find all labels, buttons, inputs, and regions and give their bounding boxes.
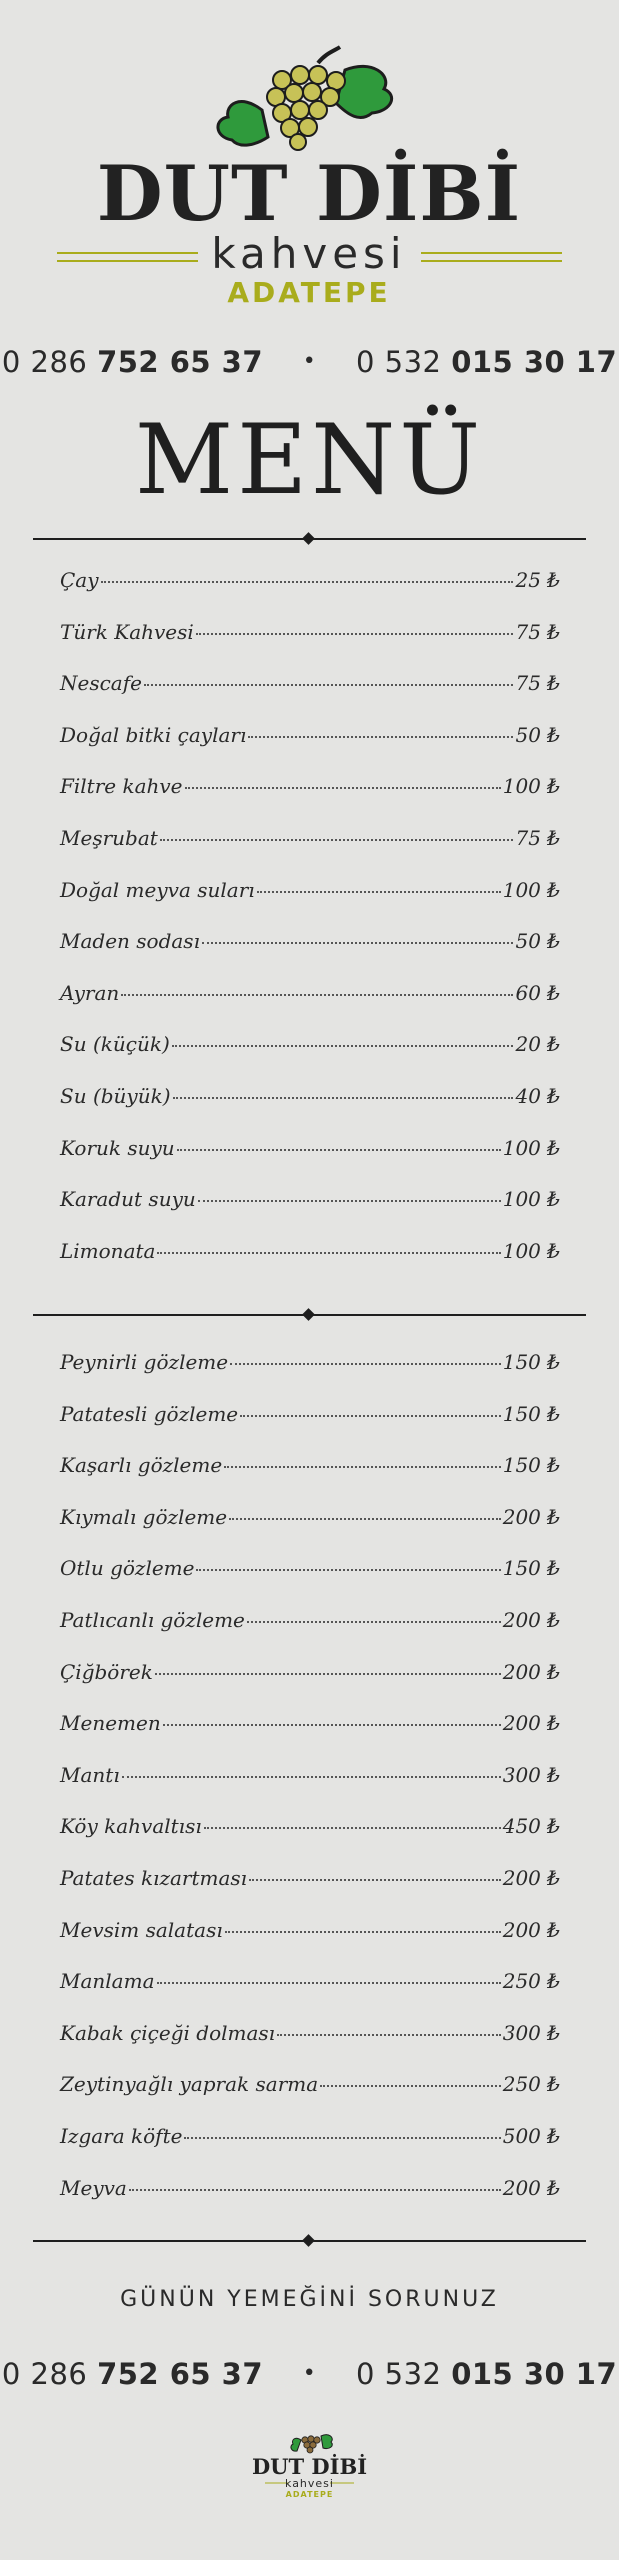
- dutdibi-logo: [0, 45, 619, 315]
- menu-item-name: Karadut suyu: [60, 1187, 196, 1212]
- menu-item-price: 200 ₺: [502, 1711, 560, 1736]
- menu-item: [60, 774, 560, 826]
- divider-top: [33, 532, 586, 546]
- menu-item: [60, 723, 560, 775]
- menu-item-price: 250 ₺: [502, 2072, 560, 2097]
- menu-item-name: Manlama: [60, 1969, 155, 1994]
- menu-item-price: 25 ₺: [515, 568, 560, 592]
- phone2-number: 015 30 17: [451, 345, 618, 379]
- menu-item-name: Çiğbörek: [60, 1659, 153, 1684]
- menu-item-price: 450 ₺: [502, 1814, 560, 1839]
- menu-item: [60, 1556, 560, 1608]
- menu-item-price: 100 ₺: [502, 774, 560, 799]
- dot-leader: [157, 1252, 500, 1254]
- menu-item-price: 300 ₺: [502, 2020, 560, 2045]
- dot-leader: [184, 2137, 500, 2139]
- menu-item: [60, 1402, 560, 1454]
- menu-item-name: Mevsim salatası: [60, 1917, 223, 1942]
- small-brand-subtitle: kahvesi: [285, 2477, 334, 2490]
- dot-leader: [144, 684, 514, 686]
- menu-item-price: 200 ₺: [502, 2175, 560, 2200]
- menu-item: [60, 1608, 560, 1660]
- menu-item: [60, 1918, 560, 1970]
- menu-item-price: 75 ₺: [515, 671, 560, 696]
- foods-list: [60, 1350, 560, 2227]
- dot-leader: [257, 891, 501, 893]
- menu-item-price: 150 ₺: [502, 1350, 560, 1374]
- menu-item-name: Patatesli gözleme: [60, 1401, 239, 1426]
- dot-leader: [230, 1363, 501, 1365]
- menu-item: [60, 2176, 560, 2228]
- dot-leader: [224, 1466, 501, 1468]
- menu-item-name: Çay: [60, 568, 99, 592]
- menu-item-name: Koruk suyu: [60, 1135, 175, 1160]
- contact-phones-top: [0, 345, 619, 379]
- menu-item-name: Su (küçük): [60, 1032, 170, 1057]
- menu-item: [60, 2124, 560, 2176]
- dot-leader: [196, 633, 514, 635]
- menu-item-name: Peynirli gözleme: [60, 1350, 229, 1374]
- menu-item-name: Limonata: [60, 1238, 156, 1263]
- contact-phones-bottom: [0, 2357, 619, 2391]
- dot-leader: [247, 1621, 501, 1623]
- phone1-number: 752 65 37: [97, 345, 264, 379]
- menu-item: [60, 1136, 560, 1188]
- menu-item: [60, 1350, 560, 1402]
- menu-item-price: 150 ₺: [502, 1453, 560, 1478]
- menu-item-price: 60 ₺: [515, 980, 560, 1005]
- phone2-prefix: 0 532: [355, 2357, 442, 2391]
- daily-dish-note: GÜNÜN YEMEĞİNİ SORUNUZ: [120, 2287, 499, 2312]
- dot-leader: [129, 2189, 501, 2191]
- phone-separator: •: [302, 349, 317, 374]
- phone-separator: •: [302, 2361, 317, 2386]
- dot-leader: [101, 581, 514, 583]
- menu-item-name: Patlıcanlı gözleme: [60, 1607, 245, 1632]
- menu-item-price: 150 ₺: [502, 1401, 560, 1426]
- menu-item-name: Otlu gözleme: [60, 1556, 195, 1581]
- divider-bottom: [33, 2234, 586, 2248]
- menu-item: [60, 1453, 560, 1505]
- menu-item-name: Kaşarlı gözleme: [60, 1453, 223, 1478]
- menu-item-price: 75 ₺: [515, 619, 560, 644]
- menu-item: [60, 929, 560, 981]
- small-brand-location: ADATEPE: [285, 2490, 334, 2499]
- dot-leader: [157, 1982, 501, 1984]
- dot-leader: [248, 736, 513, 738]
- menu-item-name: Türk Kahvesi: [60, 619, 194, 644]
- menu-title: MENÜ: [134, 404, 485, 516]
- dutdibi-logo-small: [249, 2430, 370, 2510]
- menu-item-price: 100 ₺: [502, 1238, 560, 1263]
- menu-item-name: Zeytinyağlı yaprak sarma: [60, 2072, 319, 2097]
- small-brand-name: DUT DİBİ: [251, 2454, 368, 2479]
- menu-item-name: Meyva: [60, 2175, 127, 2200]
- dot-leader: [177, 1149, 501, 1151]
- dot-leader: [196, 1569, 500, 1571]
- menu-item: [60, 826, 560, 878]
- dot-leader: [155, 1673, 501, 1675]
- menu-item-name: Ayran: [60, 980, 120, 1005]
- menu-item-name: Kıymalı gözleme: [60, 1504, 228, 1529]
- dot-leader: [320, 2085, 501, 2087]
- menu-item-price: 150 ₺: [502, 1556, 560, 1581]
- menu-item: [60, 1711, 560, 1763]
- dot-leader: [225, 1931, 501, 1933]
- menu-item-name: Mantı: [60, 1762, 120, 1787]
- dot-leader: [172, 1045, 514, 1047]
- menu-item: [60, 1866, 560, 1918]
- menu-item: [60, 620, 560, 672]
- menu-item: [60, 1239, 560, 1291]
- menu-item: [60, 1660, 560, 1712]
- menu-item-name: Maden sodası: [60, 929, 200, 954]
- phone1-prefix: 0 286: [1, 2357, 88, 2391]
- menu-item-price: 75 ₺: [515, 825, 560, 850]
- menu-item-price: 40 ₺: [515, 1083, 560, 1108]
- menu-item-name: Nescafe: [60, 671, 142, 696]
- divider-middle: [33, 1308, 586, 1322]
- menu-item: [60, 878, 560, 930]
- menu-item-price: 200 ₺: [502, 1865, 560, 1890]
- menu-item: [60, 981, 560, 1033]
- menu-item-name: Patates kızartması: [60, 1865, 248, 1890]
- brand-name: DUT DİBİ: [96, 149, 522, 238]
- menu-item-name: Su (büyük): [60, 1083, 171, 1108]
- menu-item: [60, 1763, 560, 1815]
- menu-item-price: 200 ₺: [502, 1504, 560, 1529]
- dot-leader: [121, 994, 513, 996]
- dot-leader: [277, 2034, 501, 2036]
- brand-subtitle: kahvesi: [211, 229, 407, 278]
- menu-item-name: Doğal meyva suları: [60, 877, 255, 902]
- menu-item: [60, 1187, 560, 1239]
- menu-item: [60, 2072, 560, 2124]
- mulberry-icon: [267, 47, 345, 150]
- menu-item-name: Filtre kahve: [60, 774, 183, 799]
- menu-item-name: Köy kahvaltısı: [60, 1814, 202, 1839]
- menu-item-price: 100 ₺: [502, 877, 560, 902]
- menu-item-price: 200 ₺: [502, 1607, 560, 1632]
- menu-item-name: Menemen: [60, 1711, 161, 1736]
- dot-leader: [160, 839, 514, 841]
- dot-leader: [229, 1518, 501, 1520]
- menu-item-price: 250 ₺: [502, 1969, 560, 1994]
- dot-leader: [204, 1827, 501, 1829]
- menu-item-price: 200 ₺: [502, 1659, 560, 1684]
- menu-item-price: 300 ₺: [502, 1762, 560, 1787]
- dot-leader: [173, 1097, 514, 1099]
- menu-item: [60, 568, 560, 620]
- menu-item-price: 500 ₺: [502, 2123, 560, 2148]
- menu-item-name: Doğal bitki çayları: [60, 722, 247, 747]
- menu-item-price: 100 ₺: [502, 1135, 560, 1160]
- drinks-list: [60, 568, 560, 1290]
- menu-item-price: 200 ₺: [502, 1917, 560, 1942]
- brand-location: ADATEPE: [227, 276, 391, 309]
- dot-leader: [122, 1776, 501, 1778]
- dot-leader: [163, 1724, 501, 1726]
- menu-item-name: Izgara köfte: [60, 2123, 183, 2148]
- menu-item: [60, 1084, 560, 1136]
- menu-item-price: 100 ₺: [502, 1187, 560, 1212]
- dot-leader: [198, 1200, 501, 1202]
- menu-item-price: 50 ₺: [515, 929, 560, 954]
- phone2-number: 015 30 17: [451, 2357, 618, 2391]
- dot-leader: [240, 1415, 501, 1417]
- dot-leader: [202, 942, 513, 944]
- menu-item: [60, 671, 560, 723]
- menu-item: [60, 1032, 560, 1084]
- menu-item-name: Meşrubat: [60, 825, 158, 850]
- menu-item: [60, 1814, 560, 1866]
- dot-leader: [185, 787, 501, 789]
- dot-leader: [249, 1879, 501, 1881]
- phone1-number: 752 65 37: [97, 2357, 264, 2391]
- menu-item-price: 20 ₺: [515, 1032, 560, 1057]
- phone1-prefix: 0 286: [1, 345, 88, 379]
- menu-item-name: Kabak çiçeği dolması: [60, 2020, 276, 2045]
- menu-item-price: 50 ₺: [515, 722, 560, 747]
- phone2-prefix: 0 532: [355, 345, 442, 379]
- menu-item: [60, 2021, 560, 2073]
- menu-item: [60, 1969, 560, 2021]
- menu-item: [60, 1505, 560, 1557]
